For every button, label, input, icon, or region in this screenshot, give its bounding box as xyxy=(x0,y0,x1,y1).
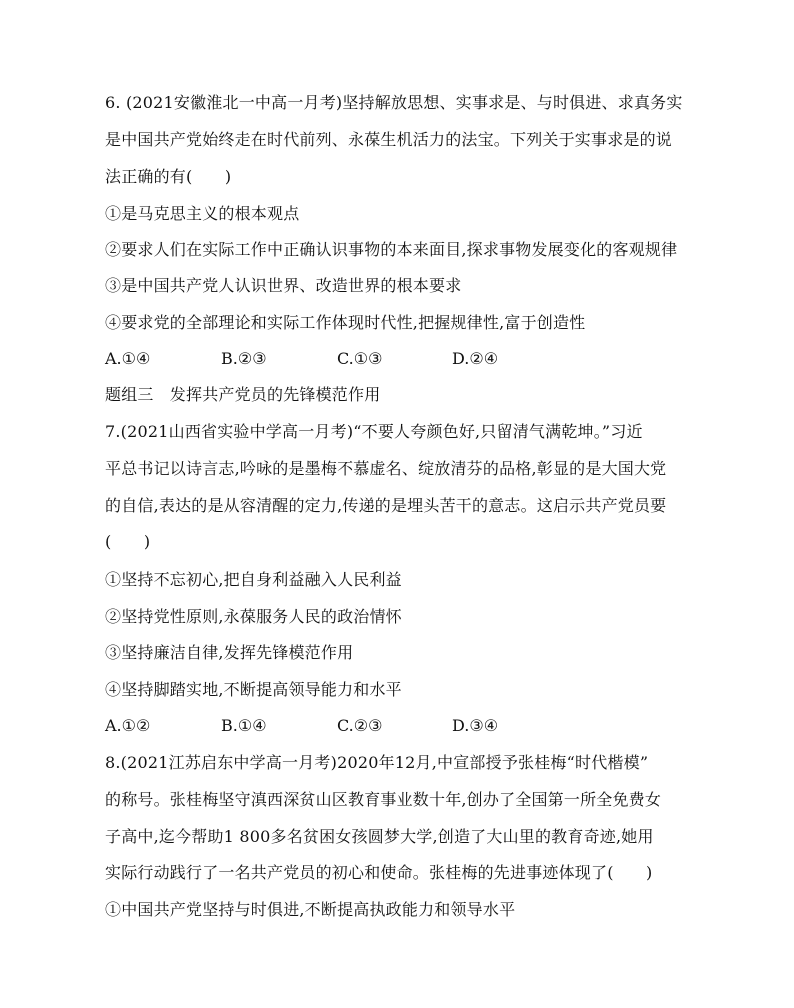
q7-statement-4: ④坚持脚踏实地,不断提高领导能力和水平 xyxy=(105,680,402,699)
q6-option-b: B.②③ xyxy=(221,349,267,368)
q7-option-a: A.①② xyxy=(105,716,151,735)
q7-option-b: B.①④ xyxy=(221,716,267,735)
q8-stem-line-3: 子高中,迄今帮助1 800多名贫困女孩圆梦大学,创造了大山里的教育奇迹,她用 xyxy=(105,827,654,846)
q6-statement-1: ①是马克思主义的根本观点 xyxy=(105,204,300,223)
q6-option-d: D.②④ xyxy=(452,349,499,368)
q6-statement-3: ③是中国共产党人认识世界、改造世界的根本要求 xyxy=(105,276,462,295)
q7-statement-3: ③坚持廉洁自律,发挥先锋模范作用 xyxy=(105,643,354,662)
q7-stem-line-3: 的自信,表达的是从容清醒的定力,传递的是埋头苦干的意志。这启示共产党员要 xyxy=(105,496,667,515)
q7-stem-line-1: 7.(2021山西省实验中学高一月考)“不要人夸颜色好,只留清气满乾坤。”习近 xyxy=(105,422,643,441)
q7-statement-1: ①坚持不忘初心,把自身利益融入人民利益 xyxy=(105,570,402,589)
q6-option-c: C.①③ xyxy=(337,349,383,368)
q7-statement-2: ②坚持党性原则,永葆服务人民的政治情怀 xyxy=(105,607,402,626)
q8-stem-line-1: 8.(2021江苏启东中学高一月考)2020年12月,中宣部授予张桂梅“时代楷模” xyxy=(105,753,649,772)
q7-option-c: C.②③ xyxy=(337,716,383,735)
q7-option-d: D.③④ xyxy=(452,716,499,735)
q8-stem-line-2: 的称号。张桂梅坚守滇西深贫山区教育事业数十年,创办了全国第一所全免费女 xyxy=(105,790,662,809)
q8-statement-1: ①中国共产党坚持与时俱进,不断提高执政能力和领导水平 xyxy=(105,900,516,919)
q6-stem-line-3: 法正确的有( ) xyxy=(105,167,232,186)
q7-stem-line-2: 平总书记以诗言志,吟咏的是墨梅不慕虚名、绽放清芬的品格,彰显的是大国大党 xyxy=(105,459,667,478)
q6-stem-line-1: 6. (2021安徽淮北一中高一月考)坚持解放思想、实事求是、与时俱进、求真务实 xyxy=(105,93,683,112)
q6-option-a: A.①④ xyxy=(105,349,151,368)
q6-stem-line-2: 是中国共产党始终走在时代前列、永葆生机活力的法宝。下列关于实事求是的说 xyxy=(105,130,673,149)
q6-statement-2: ②要求人们在实际工作中正确认识事物的本来面目,探求事物发展变化的客观规律 xyxy=(105,240,678,259)
section-title: 题组三 发挥共产党员的先锋模范作用 xyxy=(105,385,381,404)
q8-stem-line-4: 实际行动践行了一名共产党员的初心和使命。张桂梅的先进事迹体现了( ) xyxy=(105,863,653,882)
q6-statement-4: ④要求党的全部理论和实际工作体现时代性,把握规律性,富于创造性 xyxy=(105,313,586,332)
q7-stem-line-4: ( ) xyxy=(105,532,151,551)
